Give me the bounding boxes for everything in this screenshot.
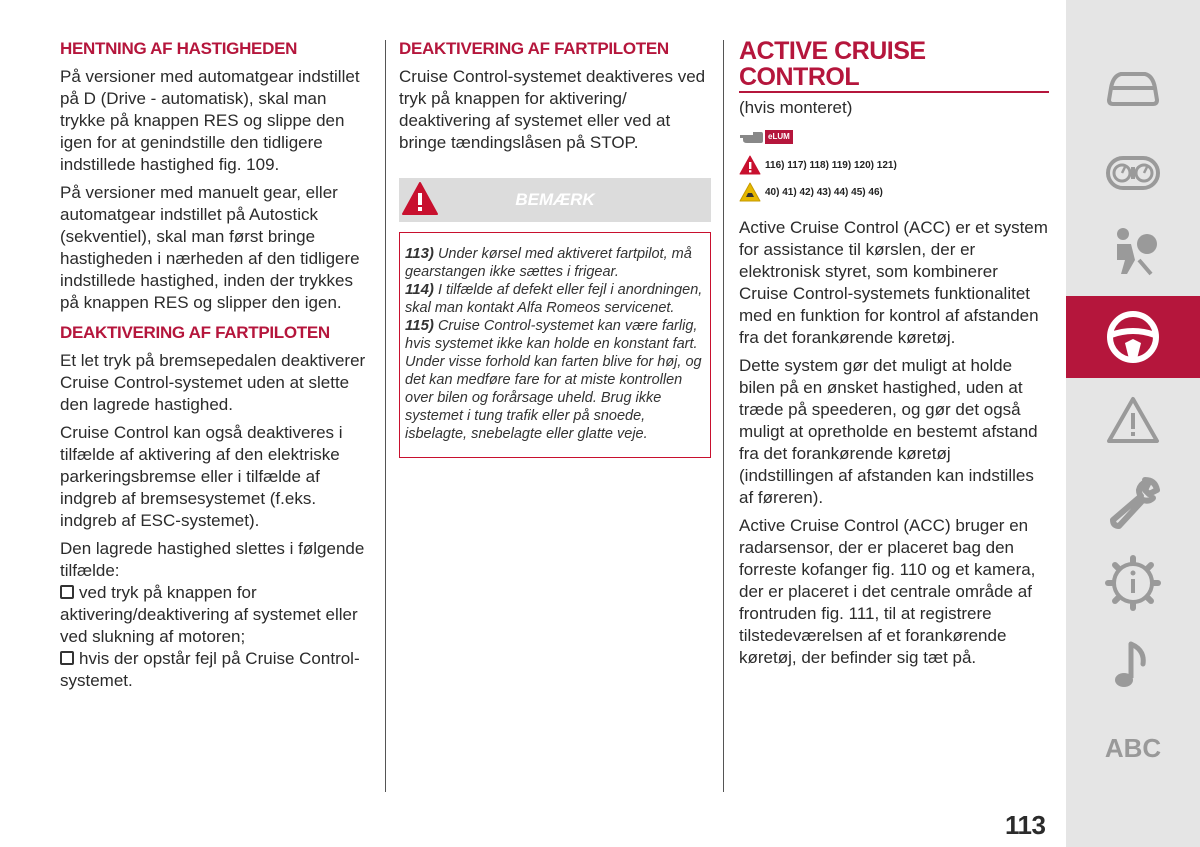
heading-deactivation: DEAKTIVERING AF FARTPILOTEN bbox=[399, 39, 669, 58]
paragraph: Dette system gør det muligt at holde bilen på en ønsket hastighed, uden at træde på speederen, og gør det også muligt at opretholde en bestemt afstand fra det forankørende køretøj (indstillingen af afstanden kan indstilles af føreren). bbox=[739, 356, 1038, 507]
paragraph: Active Cruise Control (ACC) er et system for assistance til kørslen, der er elektronisk styret, som kombinerer Cruise Control-systemets funktionalitet med en funktion for kontrol af afstanden fra det forankørende køretøj. bbox=[739, 218, 1048, 347]
caution-triangle-icon bbox=[739, 182, 761, 202]
paragraph: Et let tryk på bremsepedalen deaktiverer Cruise Control-systemet uden at slette den lagrede hastighed. bbox=[60, 351, 366, 414]
subtitle: (hvis monteret) bbox=[739, 98, 853, 117]
paragraph: På versioner med automatgear indstillet på D (Drive - automatisk), skal man trykke på knappen RES og slippe den igen for at genindstille den tidligere indstillede hastighed fig. 109. bbox=[60, 67, 360, 174]
caution-references: 40) 41) 42) 43) 44) 45) 46) bbox=[765, 186, 883, 198]
steering-wheel-icon bbox=[1105, 309, 1161, 365]
abc-index-label: ABC bbox=[1104, 732, 1162, 763]
heading-deactivation: DEAKTIVERING AF FARTPILOTEN bbox=[60, 323, 330, 342]
list bbox=[60, 582, 370, 692]
sidebar-item-multimedia[interactable] bbox=[1066, 636, 1200, 696]
pointing-hand-icon bbox=[739, 130, 763, 144]
note-title: BEMÆRK bbox=[515, 190, 595, 209]
sidebar-item-index[interactable] bbox=[1066, 728, 1200, 768]
checkbox-bullet-icon bbox=[60, 585, 74, 599]
note-item: 115) Cruise Control-systemet kan være farlig, hvis systemet ikke kan holde en konstant fart. Under visse forhold kan farten blive for høj, og det kan medføre fare for at miste kontrollen over bilen og forårsage uheld. Brug ikke systemet i tung trafik eller på snoede, isbelagte, snebelagte eller glatte veje. bbox=[405, 317, 702, 442]
paragraph: Cruise Control kan også deaktiveres i tilfælde af aktivering af den elektriske parkeringsbremse eller i tilfælde af indgreb af bremsesystemet (f.eks. indgreb af ESC-systemet). bbox=[60, 423, 343, 530]
elum-row bbox=[739, 126, 1049, 148]
elum-badge: eLUM bbox=[765, 130, 793, 144]
warning-refs-row bbox=[739, 154, 1049, 176]
list-item: hvis der opstår fejl på Cruise Control-systemet. bbox=[60, 649, 360, 690]
column-1 bbox=[60, 38, 370, 698]
sidebar-item-technical-data[interactable] bbox=[1066, 553, 1200, 613]
sidebar-item-safety[interactable] bbox=[1066, 224, 1200, 280]
column-divider bbox=[723, 40, 724, 792]
info-icon bbox=[1105, 555, 1161, 611]
paragraph: Active Cruise Control (ACC) bruger en radarsensor, der er placeret bag den forreste kofanger fig. 110 og et kamera, der er placeret i det centrale område af frontruden fig. 111, til at registrere tilstedeværelsen af et forankørende køretøj, der befinder sig tæt på. bbox=[739, 516, 1036, 667]
warning-triangle-icon bbox=[739, 155, 761, 175]
sidebar-item-car[interactable] bbox=[1066, 60, 1200, 116]
paragraph: På versioner med manuelt gear, eller automatgear indstillet på Autostick (sekventiel), skal man først bringe hastigheden i nærheden af den tidligere indstillede hastighed, inden der trykkes på knappen RES og slipper den igen. bbox=[60, 183, 360, 312]
sidebar-item-warnings[interactable] bbox=[1066, 392, 1200, 448]
dashboard-icon bbox=[1105, 153, 1161, 193]
car-icon bbox=[1105, 66, 1161, 110]
chapter-sidebar bbox=[1066, 0, 1200, 847]
sidebar-item-driving[interactable] bbox=[1066, 296, 1200, 378]
warning-references: 116) 117) 118) 119) 120) 121) bbox=[765, 159, 897, 171]
section-title: ACTIVE CRUISE CONTROL bbox=[739, 38, 1049, 93]
sidebar-item-dashboard[interactable] bbox=[1066, 145, 1200, 201]
sidebar-item-maintenance[interactable] bbox=[1066, 472, 1200, 532]
column-3 bbox=[739, 38, 1049, 675]
note-item: 114) I tilfælde af defekt eller fejl i anordningen, skal man kontakt Alfa Romeos servicenet. bbox=[405, 281, 703, 316]
heading-speed-resume: HENTNING AF HASTIGHEDEN bbox=[60, 39, 298, 58]
paragraph: Den lagrede hastighed slettes i følgende tilfælde: bbox=[60, 539, 365, 580]
checkbox-bullet-icon bbox=[60, 651, 74, 665]
caution-refs-row bbox=[739, 181, 1049, 203]
warning-icon bbox=[1105, 395, 1161, 445]
music-note-icon bbox=[1105, 638, 1161, 694]
note-header bbox=[399, 178, 711, 222]
column-divider bbox=[385, 40, 386, 792]
airbag-icon bbox=[1105, 226, 1161, 278]
paragraph: Cruise Control-systemet deaktiveres ved tryk på knappen for aktivering/ deaktivering af systemet eller ved at bringe tændingslåsen på STOP. bbox=[399, 67, 706, 152]
page-number: 113 bbox=[1005, 810, 1046, 840]
column-2 bbox=[399, 38, 711, 458]
note-item: 113) Under kørsel med aktiveret fartpilot, må gearstangen ikke sættes i frigear. bbox=[405, 245, 692, 280]
wrench-icon bbox=[1105, 474, 1161, 530]
note-box bbox=[399, 232, 711, 458]
list-item: ved tryk på knappen for aktivering/deaktivering af systemet eller ved slukning af motoren; bbox=[60, 583, 358, 646]
